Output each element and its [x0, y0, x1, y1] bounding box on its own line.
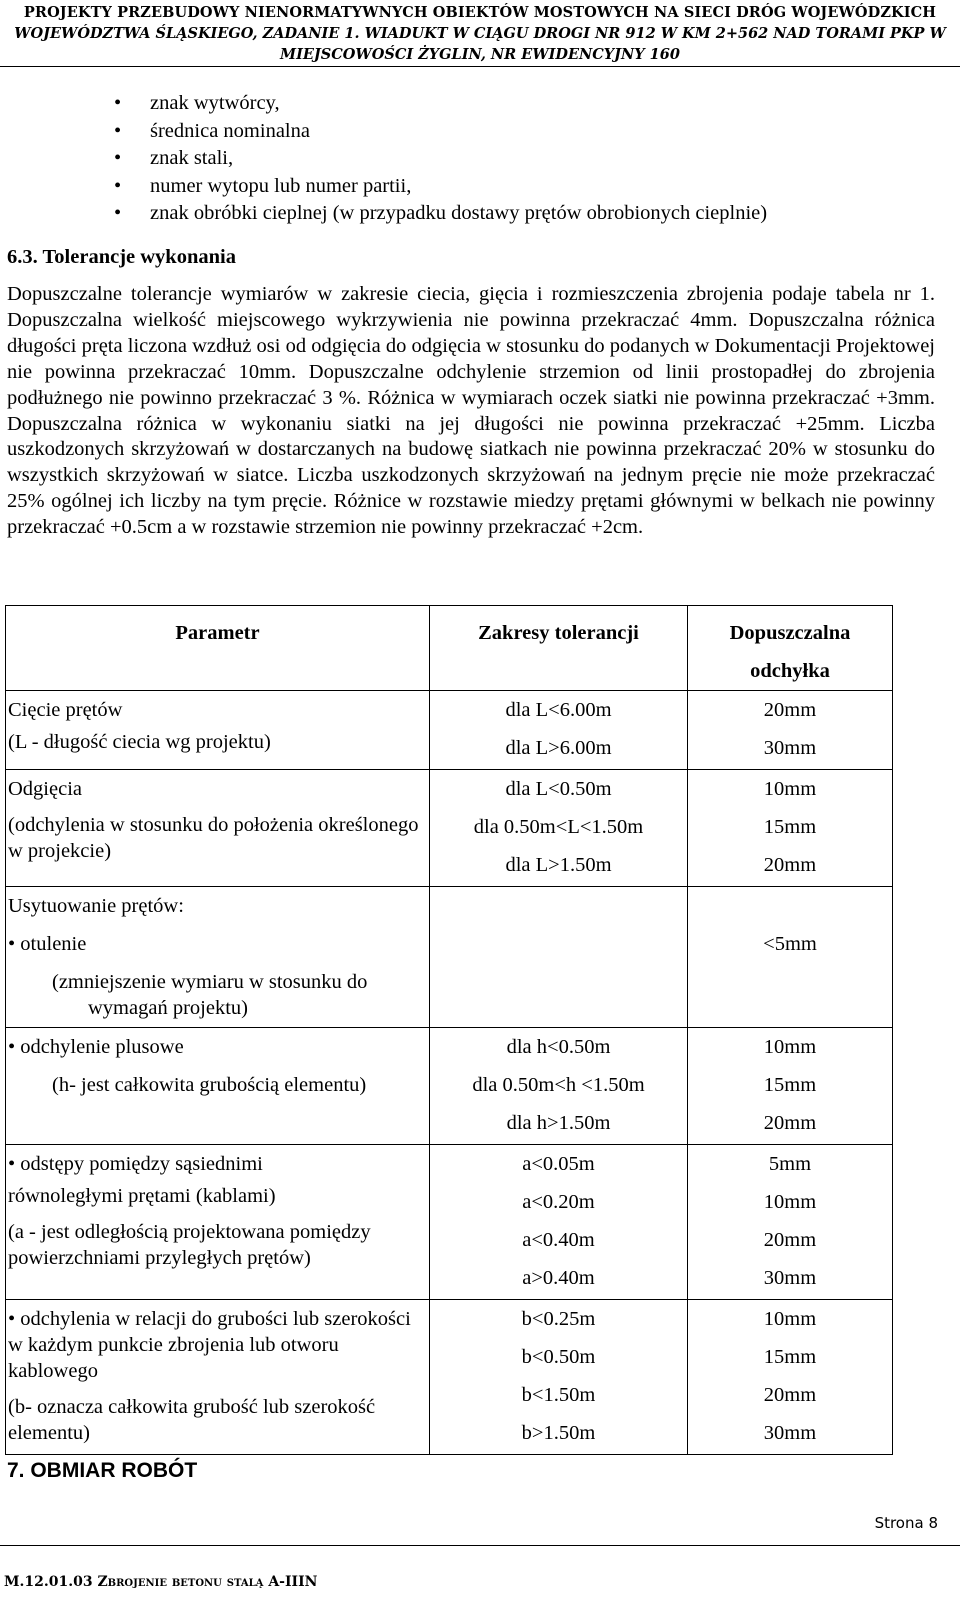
list-item: • znak stali,: [108, 145, 767, 173]
spec-title: Zbrojenie betonu stalą A-IIIN: [97, 1574, 318, 1590]
list-item: • znak obróbki cieplnej (w przypadku dostawy prętów obrobionych cieplnie): [108, 200, 767, 228]
table-row: Odgięcia (odchylenia w stosunku do położenia określonego w projekcie) dla L<0.50m dla 0.50m<L<1.50m dla L>1.50m 10mm 15mm 20mm: [6, 770, 893, 887]
footer-spec-code: [4, 1574, 317, 1590]
table-row: Cięcie prętów (L - długość ciecia wg projektu) dla L<6.00m dla L>6.00m 20mm 30mm: [6, 691, 893, 770]
header-line-2: WOJEWÓDZTWA ŚLĄSKIEGO, ZADANIE 1. WIADUKT W CIĄGU DROGI NR 912 W KM 2+562 NAD TORAMI PKP W: [14, 25, 946, 42]
tolerance-table: [5, 605, 893, 1455]
section-heading-6-3: 6.3. Tolerancje wykonania: [7, 246, 236, 268]
table-row: • odstępy pomiędzy sąsiednimi równoległymi prętami (kablami) (a - jest odległością projektowana pomiędzy powierzchniami przyległych prętów) a<0.05m a<0.20m a<0.40m a>0.40m 5mm 10mm 20mm 30mm: [6, 1145, 893, 1300]
list-item: • numer wytopu lub numer partii,: [108, 173, 767, 201]
spec-code: M.12.01.03: [4, 1574, 93, 1590]
table-row: Usytuowanie prętów: • otulenie (zmniejszenie wymiaru w stosunku do wymagań projektu) <5mm: [6, 887, 893, 1028]
header-line-3: MIEJSCOWOŚCI ŻYGLIN, NR EWIDENCYJNY 160: [280, 46, 680, 63]
header-line-1: PROJEKTY PRZEBUDOWY NIENORMATYWNYCH OBIEKTÓW MOSTOWYCH NA SIECI DRÓG WOJEWÓDZKICH: [23, 4, 937, 21]
header-param: Parametr: [6, 606, 430, 691]
page-header: [0, 2, 960, 65]
section-heading-7: 7. OBMIAR ROBÓT: [7, 1459, 198, 1482]
header-deviation: Dopuszczalna odchyłka: [688, 606, 893, 691]
table-row: • odchylenia w relacji do grubości lub szerokości w każdym punkcie zbrojenia lub otworu kablowego (b- oznacza całkowita grubość lub szerokość elementu) b<0.25m b<0.50m b<1.50m b>1.50m 10mm 15mm 20mm 30mm: [6, 1300, 893, 1455]
marking-list: [108, 90, 767, 228]
tolerance-paragraph: Dopuszczalne tolerancje wymiarów w zakresie ciecia, gięcia i rozmieszczenia zbrojenia podaje tabela nr 1. Dopuszczalna wielkość miejscowego wykrzywienia nie powinna przekraczać 4mm. Dopuszczalna różnica długości pręta liczona wzdłuż osi od odgięcia do odgięcia w stosunku do podanych w Dokumentacji Projektowej nie powinna przekraczać 10mm. Dopuszczalne odchylenie strzemion od linii prostopadłej do zbrojenia podłużnego nie powinno przekraczać 3 %. Różnica w wymiarach oczek siatki nie powinna przekraczać +3mm. Dopuszczalna różnica w wykonaniu siatki na jej długości nie powinna przekraczać +25mm. Liczba uszkodzonych skrzyżowań w dostarczanych na budowę siatkach nie powinna przekraczać 20% w stosunku do wszystkich skrzyżowań w siatce. Liczba uszkodzonych skrzyżowań na jednym pręcie nie może przekraczać 25% ogólnej ich liczby na tym pręcie. Różnice w rozstawie miedzy prętami głównymi w belkach nie powinny przekraczać +0.5cm a w rozstawie strzemion nie powinny przekraczać +2cm.: [7, 283, 935, 539]
table-header-row: [6, 606, 893, 691]
list-item: • znak wytwórcy,: [108, 90, 767, 118]
header-divider: [0, 66, 960, 67]
footer-divider: [0, 1545, 960, 1546]
table-row: • odchylenie plusowe (h- jest całkowita grubością elementu) dla h<0.50m dla 0.50m<h <1.50m dla h>1.50m 10mm 15mm 20mm: [6, 1028, 893, 1145]
list-item: • średnica nominalna: [108, 118, 767, 146]
page-number: Strona 8: [874, 1514, 938, 1532]
header-range: Zakresy tolerancji: [430, 606, 688, 691]
